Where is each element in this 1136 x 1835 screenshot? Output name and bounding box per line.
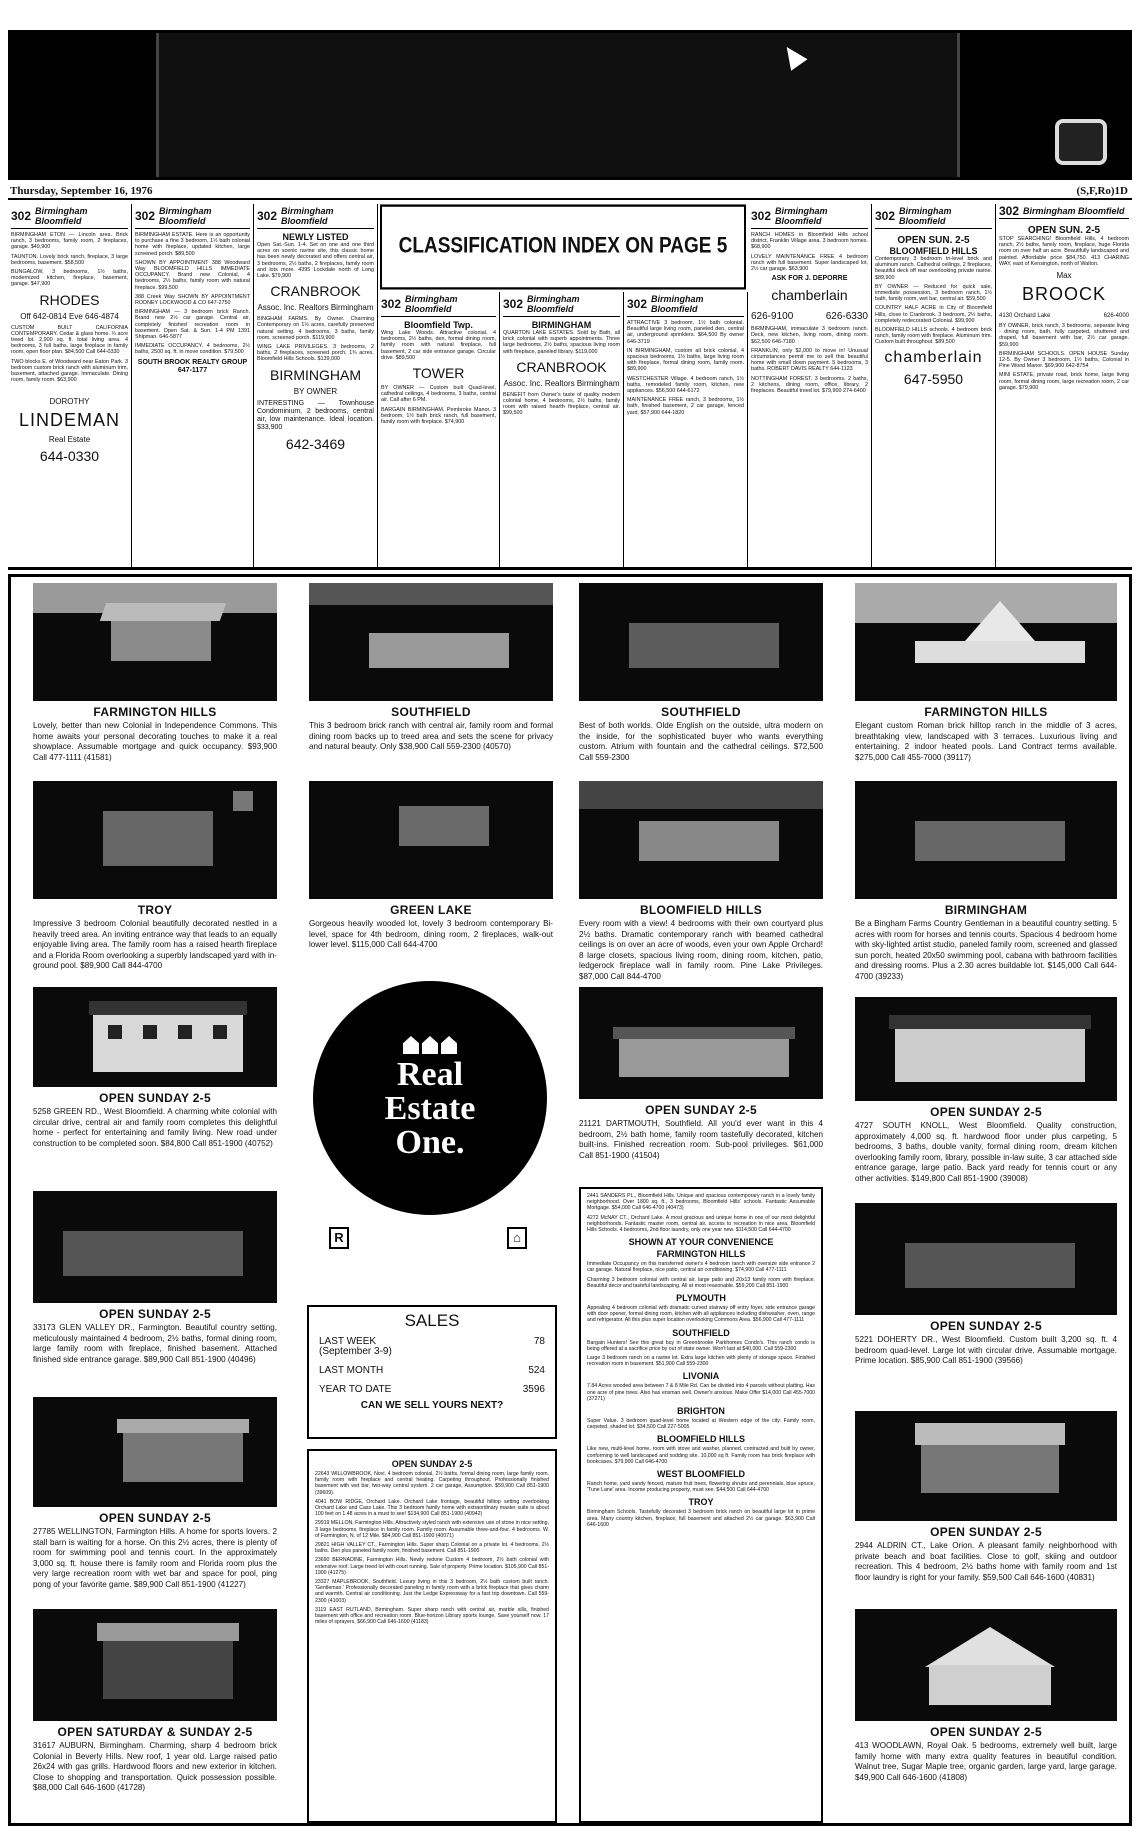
listing-card <box>33 1397 277 1597</box>
agent-name: CRANBROOK <box>270 283 361 300</box>
listing-title: BIRMINGHAM <box>944 903 1028 917</box>
classified-ad: BARGAIN BIRMINGHAM. Pembroke Manor. 3 bedroom, 1½ bath brick ranch, full basement, family room with fireplace. $74,900 <box>381 406 496 426</box>
box-heading: BRIGHTON <box>677 1406 725 1417</box>
sales-label: LAST MONTH <box>319 1365 384 1376</box>
listing-title: FARMINGTON HILLS <box>93 705 217 719</box>
agent-subtitle: Assoc. Inc. Realtors Birmingham <box>503 378 620 388</box>
speaker-icon <box>1055 119 1107 165</box>
listing-description: Every room with a view! 4 bedrooms with their own courtyard plus 2½ baths. Dramatic contemporary ranch with beamed cathedral ceilings is on over an acre of woods, even your own Apple Orchard! 8 large closets, spacious living room, dining room, kitchen, patio, ledgerock fireplace wall in family room. Pine Lake Privileges. $87,000 Call 844-4700 <box>579 919 823 981</box>
section-header: 302 Birmingham Bloomfield <box>381 294 496 317</box>
dateline-bar <box>8 184 1132 200</box>
classified-ad: LOVELY MAINTENANCE FREE 4 bedroom ranch with full basement. Super landscaped lot, 2½ car garage. $63,900 <box>751 253 868 273</box>
listing-card <box>33 583 277 762</box>
classified-ad: BIRMINGHAM, immaculate 3 bedroom ranch. Deck, new kitchen, living room, dining room. $62,500 646-7180 <box>751 326 868 345</box>
listing-card <box>855 781 1117 991</box>
listing-card <box>579 987 823 1177</box>
banner-right-panel <box>957 33 1129 177</box>
listing-description: 413 WOODLAWN, Royal Oak. 5 bedrooms, extremely well built, large family home with many extra quality features in beautiful condition. Walnut tree, Sugar Maple tree, organic garden, large yard, large garage. $49,900 Call 646-1600 (41808) <box>855 1741 1117 1782</box>
house-photo <box>33 781 277 899</box>
house-photo <box>855 1411 1117 1521</box>
classified-section <box>8 204 1132 570</box>
classified-ad: TWO blocks E. of Woodward near Eaton Park. 3 bedroom custom brick ranch with aluminum trim, basement, attached garage. Immaculate. Dining room, family room. $63,900 <box>11 358 128 384</box>
sales-row <box>319 1364 545 1377</box>
listing-description: Impressive 3 bedroom Colonial beautifully decorated nestled in a heavily treed area. An inviting entrance way that leads to an equally enjoyable living area. The family room has a raised hearth fireplace and a Florida Room overlooking a superbly landscaped yard with in-ground pool. $89,900 Call 844-4700 <box>33 919 277 971</box>
box-heading: SHOWN AT YOUR CONVENIENCE <box>628 1237 774 1248</box>
date-text: Thursday, September 16, 1976 <box>10 185 153 197</box>
section-header: 302 Birmingham Bloomfield <box>875 206 992 229</box>
house-photo <box>33 987 277 1087</box>
classified-ad: BY OWNER — Reduced for quick sale, immediate possession, 3 bedroom ranch, 1½ bath, family room, wet bar, central air. $59,500 <box>875 283 992 303</box>
section-header: 302 Birmingham Bloomfield <box>751 206 868 229</box>
listing-description: 27785 WELLINGTON, Farmington Hills. A home for sports lovers. 2 stall barn is waiting for a horse. On this 2½ acres, there is plenty of room for swimming pool and tennis court. In the approximately 3,000 sq. ft. house there is family room and Florida room plus the very large recreation room with wet bar and space for pool, ping pong of your favorite game. $89,900 Call 851-1900 (41227) <box>33 1527 277 1589</box>
house-photo <box>579 987 823 1099</box>
agent-phones <box>751 307 868 326</box>
classified-ad: RANCH HOMES in Bloomfield Hills school district, Franklin Village area. 3 bedroom homes. $68,900 <box>751 232 868 251</box>
listing-description: Be a Bingham Farms Country Gentleman in a beautiful country setting. 5 acres with room for horses and tennis courts. Spacious 4 bedroom home with sky-lighted artist studio, paneled family room, screened and glassed sun porch, heated 20x50 swimming pool, cabana with bathroom facilities and dressing rooms. Plus a 2.30 acres buildable lot. $145,000 Call 644-4700 (39233) <box>855 919 1117 981</box>
agent-name: CRANBROOK <box>516 358 607 375</box>
newly-listed-heading: NEWLY LISTED <box>282 232 349 242</box>
area-heading: BIRMINGHAM <box>531 320 592 330</box>
signer-name: BROOCK <box>1021 284 1106 305</box>
classified-ad: Open Sat.-Sun. 1-4. Set on one and one third acres on scenic ravine site, this classic home has been newly decorated and offers central air, 3 bedrooms, 2½ baths, 2 fireplaces, family room and lots more. 4395 Lockdale north of Long Lake. $79,900 <box>257 242 374 280</box>
listing-description: 31617 AUBURN, Birmingham. Charming, sharp 4 bedroom brick Colonial in Beverly Hills. New roof, 1 year old. Large raised patio 26x24 with gas grills. Hardwood floors and new exterior in kitchen. Close to shopping and transportation. Quick possession possible. $88,000 Call 646-1600 (41728) <box>33 1741 277 1793</box>
logo-text-line3: One. <box>395 1124 465 1161</box>
box-listing: 23690 BERNADINE, Farmington Hills. Newly redone Custom 4 bedroom, 2½ bath colonial with extensive roof. Large treed lot with court running. Sale of property. Prime location. $105,900 Call 851-1900 (41275) <box>315 1557 549 1576</box>
listing-title: BLOOMFIELD HILLS <box>639 903 763 917</box>
box-subheading: FARMINGTON HILLS <box>656 1249 746 1260</box>
agent-phone: 626-6330 <box>825 311 868 323</box>
box-listing: Immediate Occupancy on this transferred owner's 4 bedroom ranch with oversize side entrance 2 car garage. Natural fireplace, nice patio, central air conditioning. $74,900 Call 477-1111 <box>587 1261 815 1274</box>
sales-row-sub <box>319 1345 545 1358</box>
house-photo <box>855 781 1117 899</box>
classified-ad: ATTRACTIVE 3 bedroom, 1½ bath colonial. Beautiful large living room, paneled den, central air, underground sprinklers. $64,500 By owner 646-3719 <box>627 320 744 345</box>
agent-logo-name: chamberlain <box>771 287 848 304</box>
open-house-title: OPEN SUN. 2-5 <box>897 235 970 246</box>
section-header: 302 Birmingham Bloomfield <box>11 206 128 229</box>
classified-ad: TAUNTON. Lovely brick ranch, fireplace, 3 large bedrooms, basement. $58,500 <box>11 253 128 266</box>
by-owner-title: BIRMINGHAM <box>270 366 361 383</box>
logo-text-line1: Real <box>396 1056 464 1093</box>
box-listing: Ranch home, yard sandy fenced, mature fruit trees, flowering shrubs and perennials, blue spruce, 'Tune Lane' area. Income producing property, must see. $44,500 Call 644-4700 <box>587 1481 815 1494</box>
box-listing: Large 3 bedroom ranch on a ravine lot. Extra large kitchen with plenty of storage space. Finished recreation room in basement. $51,900 Call 559-2300 <box>587 1355 815 1368</box>
listing-card <box>579 583 823 773</box>
by-owner-phone: 642-3469 <box>285 435 346 452</box>
listing-card <box>579 781 823 981</box>
classified-column-7 <box>748 204 872 570</box>
right-listings-box <box>579 1187 823 1823</box>
sales-label: YEAR TO DATE <box>319 1384 392 1395</box>
classified-column-4 <box>378 292 500 570</box>
signer-phone: 644-0330 <box>39 448 100 465</box>
house-photo <box>579 583 823 701</box>
box-heading: OPEN SUNDAY 2-5 <box>391 1459 473 1469</box>
listing-title: OPEN SUNDAY 2-5 <box>99 1307 211 1321</box>
house-photo <box>855 997 1117 1101</box>
sales-sublabel: (September 3-9) <box>319 1346 392 1357</box>
equal-housing-icon: ⌂ <box>507 1227 527 1249</box>
classified-ad: BIRMINGHAM ETON — Lincoln area. Brick ranch, 3 bedrooms, family room, 2 fireplaces, garage. $49,900 <box>11 232 128 251</box>
box-listing: Charming 3 bedroom colonial with central air, large patio and 20x13 family room with fireplace. Beautiful decor and tasteful landscaping. All at most reasonable. $59,200 Call 851-1900 <box>587 1276 815 1289</box>
classified-column-6 <box>624 292 748 570</box>
listing-description: 2944 ALDRIN CT., Lake Orion. A pleasant family neighborhood with private beach and boat facilities. Close to golf, skiing and outdoor recreation. This 4 bedroom, 2½ baths home with family room and 1st floor laundry is right for your family. $59,500 Call 646-1600 (40831) <box>855 1541 1117 1582</box>
classified-ad: 388 Creek Way SHOWN BY APPOINTMENT RODNEY LOCKWOOD & CO 647-2750 <box>135 293 250 307</box>
listing-card <box>855 997 1117 1197</box>
classified-column-5 <box>500 292 624 570</box>
sales-title: SALES <box>404 1311 460 1330</box>
logo-houses-icon <box>403 1036 457 1054</box>
listing-description: Gorgeous heavily wooded lot, lovely 3 bedroom contemporary Bi-level, space for 4th bedroom, dining room, 2 fireplaces, walk-out lower level. $115,000 Call 644-4700 <box>309 919 553 950</box>
sales-row <box>319 1383 545 1396</box>
signer-address: 4130 Orchard Lake <box>999 313 1051 320</box>
classified-ad: BLOOMFIELD HILLS schools. 4 bedroom brick ranch, family room with fireplace. Aluminum trim. Custom built throughout. $89,500 <box>875 327 992 346</box>
box-listing: 2441 SANDERS PL., Bloomfield Hills. Unique and spacious contemporary ranch in a lovely family neighborhood. Over 1800 sq. ft., 3 bedrooms, Bloomfield Hills' schools. Fantastic Assumable Mortgage. $54,000 Call 646-4700 (40473) <box>587 1193 815 1212</box>
section-header: 302 Birmingham Bloomfield <box>503 294 620 317</box>
listing-title: OPEN SUNDAY 2-5 <box>930 1319 1042 1333</box>
sales-box <box>307 1305 557 1439</box>
real-estate-listings <box>8 574 1132 1826</box>
top-banner-image <box>8 30 1132 180</box>
ask-for-line: ASK FOR J. DEPORRE <box>771 275 848 283</box>
classified-ad: BIRMINGHAM — 3 bedroom brick Ranch. Brand new 2½ car garage. Central air, completely finished recreation room in basement. Open Sat. & Sun. 1-4 PM 1391 Shipman. 646-5877 <box>135 309 250 341</box>
sales-value: 524 <box>528 1365 545 1376</box>
listing-card <box>855 1411 1117 1603</box>
section-header: 302 Birmingham Bloomfield <box>627 294 744 317</box>
sales-value: 78 <box>533 1336 545 1347</box>
box-listing: 4272 McNAY CT., Orchard Lake. A most gracious and unique home in one of our most delightful neighborhoods. Fantastic master room, central air, access to recreation in nice area. Bloomfield Hills Schools. 4 bedrooms, 2nd floor laundry, only one year new. $114,500 Call 644-4700 <box>587 1214 815 1234</box>
signer-phone: 626-4000 <box>1103 313 1129 320</box>
box-listing: Appealing 4 bedroom colonial with dramatic curved stairway off entry foyer, side entrance garage with door opener, formal dining room, kitchen with all appliances including dishwasher, oven, range and refrigerator. All this plus super location overlooking Commons Area. $56,900 Call 477-1111 <box>587 1305 815 1324</box>
listing-description: Lovely, better than new Colonial in Independence Commons. This home awaits your personal decorating touches to make it a real showplace. Assumable mortgage and quick occupancy. $93,900 Call 477-1111 (41581) <box>33 721 277 762</box>
classified-ad: STOP SEARCHING! Bloomfield Hills, 4 bedroom ranch, 2½ baths, family room, fireplace, huge Florida room on over half an acre. Beautifully landscaped and painted. Affordable price $84,750. 413 CHARING WAY, east of Kensington, north of Walton. <box>999 236 1129 267</box>
classified-ad: CUSTOM BUILT CALIFORNIA CONTEMPORARY. Cedar & glass home. ¾ acre treed lot. 2,900 sq. ft. total living area. 4 bedrooms, 3 full baths, large fireplace in family room, open floor plan. $84,500 Call 644-0330 <box>11 324 128 356</box>
listing-title: OPEN SUNDAY 2-5 <box>930 1725 1042 1739</box>
box-heading: SOUTHFIELD <box>672 1327 730 1338</box>
listing-title: FARMINGTON HILLS <box>924 705 1048 719</box>
classified-ad: MAINTENANCE FREE ranch, 3 bedrooms, 1½ bath, finished basement, 2 car garage, fenced yard. $57,900 644-1820 <box>627 397 744 416</box>
house-photo <box>33 1609 277 1721</box>
listing-title: SOUTHFIELD <box>391 705 471 719</box>
listing-description: 4727 SOUTH KNOLL, West Bloomfield. Quality construction, approximately 4,000 sq. ft. hardwood floor under plus carpeting, 5 bedrooms, 3 baths, double vanity, formal dining room, dream kitchen overlooking family room, library, possible in-law suite, 3 car attached side entrance garage, large patio. Back yard ready for tennis court or any other activities. $149,800 Call 851-1900 (39008) <box>855 1121 1117 1183</box>
listing-card <box>855 1203 1117 1403</box>
realtor-icon: R <box>329 1227 349 1249</box>
signer-name: LINDEMAN <box>18 410 120 431</box>
agent-logo-name: chamberlain <box>884 348 983 366</box>
box-heading: TROY <box>688 1497 714 1508</box>
house-photo <box>855 1609 1117 1721</box>
listing-title: SOUTHFIELD <box>661 705 741 719</box>
sales-footer: CAN WE SELL YOURS NEXT? <box>360 1400 504 1411</box>
box-listing: 22643 WILLOWBROOK, Novi. 4 bedroom colonial, 2½ baths, formal dining room, large family room, family room with fireplace and central heating. Carpeting throughout. Professionally finished basement with wet bar, two-way central system. 2 car garage, Assumption. $59,900 Call 851-1900 (39609) <box>315 1471 549 1496</box>
listing-description: This 3 bedroom brick ranch with central air, family room and formal dining room backs up to treed area and sets the scene for privacy and natural beauty. Only $38,900 Call 559-2300 (40570) <box>309 721 553 752</box>
real-estate-one-logo <box>313 981 547 1215</box>
house-photo <box>855 1203 1117 1315</box>
box-listing: Birmingham Schools. Tastefully decorated 3 bedroom brick ranch on beautiful large lot in prime area. Many country kitchen, fireplace, full basement and attached 2½ car garage. $63,900 Call 646-1600 <box>587 1509 815 1528</box>
logo-text-line2: Estate <box>384 1090 476 1127</box>
classified-ad: WING LAKE PRIVILEGES. 3 bedrooms, 2 baths, 2 fireplaces, screened porch, 1¾ acres. Bloomfield Hills Schools. $139,000 <box>257 344 374 363</box>
listing-card <box>855 1609 1117 1823</box>
classified-ad: COUNTRY HALF ACRE in City of Bloomfield Hills, close to Cranbrook. 3 bedroom, 2½ baths, completely redecorated Colonial. $99,900 <box>875 305 992 324</box>
listing-title: OPEN SUNDAY 2-5 <box>930 1525 1042 1539</box>
box-listing: Bargain Hunters! See this great buy in Greenbrooke Parkhomes Condo's. This ranch condo is being offered at a sacrifice price by out of state owner. Won't last at $40,000. Call 559-2300 <box>587 1339 815 1352</box>
open-house-title: OPEN SUN. 2-5 <box>1027 225 1101 236</box>
banner-left-panel <box>11 33 159 177</box>
by-owner-subtitle: BY OWNER <box>293 386 338 396</box>
classified-ad: BIRMINGHAM ESTATE. Here is an opportunity to purchase a fine 3 bedroom, 1½ bath colonial home with fireplace, updated kitchen, large screened porch. $89,500 <box>135 232 250 257</box>
house-photo <box>579 781 823 899</box>
listing-title: OPEN SATURDAY & SUNDAY 2-5 <box>57 1725 253 1739</box>
classified-ad: BENEFIT from Owner's taste of quality modern colonial home, 4 bedrooms, 2½ baths, family room with raised hearth fireplace, central air. $99,500 <box>503 391 620 417</box>
box-listing: 23327 MAPLEBROOK, Southfield. Luxury living in this 3 bedroom, 2½ bath custom built ranch. 'Gentleman.' Professionally decorated paneling in family room with a brick fireplace that gives charm and warmth. Central air conditioning. Just the Ledge Expressway for a fast trip downtown. Call 559-2300 (41003) <box>315 1579 549 1604</box>
center-listings-box <box>307 1449 557 1823</box>
listing-description: 5221 DOHERTY DR., West Bloomfield. Custom built 3,200 sq. ft. 4 bedroom quad-level. Large lot with circular drive. Assumable mortgage. Prime location. $85,900 Call 851-1900 (39566) <box>855 1335 1117 1366</box>
listing-card <box>33 1191 277 1381</box>
box-listing: 7.84 Acres wooded area between 7 & 8 Mile Rd. Can be divided into 4 parcels without platting. Has one acre of pine trees. Also has ensman well. Owner's anxious. Make Offer $14,000 Call 455-7000 (37271) <box>587 1383 815 1402</box>
listing-card <box>309 781 553 950</box>
section-header: 302 Birmingham Bloomfield <box>999 206 1129 219</box>
sales-label: LAST WEEK <box>319 1336 377 1347</box>
signer-first-name: Max <box>1056 271 1072 281</box>
classified-ad: Wing Lake Woods. Attractive colonial, 4 bedrooms, 2½ baths, den, formal dining room, family room with natural fireplace, full basement, 2 car side entrance garage. Circular drive. $89,500 <box>381 330 496 361</box>
box-heading: PLYMOUTH <box>676 1293 726 1304</box>
listing-title: OPEN SUNDAY 2-5 <box>645 1103 757 1117</box>
classified-ad: IMMEDIATE OCCUPANCY. 4 bedrooms, 2½ baths, 2500 sq. ft. in move condition. $79,500 <box>135 343 250 356</box>
classified-ad: BUNGALOW, 3 bedrooms, 1½ baths, modernized kitchen, fireplace, basement, garage. $47,900 <box>11 269 128 288</box>
edition-code: (S,F,Ro)1D <box>1076 185 1128 197</box>
classified-column-9 <box>996 204 1132 570</box>
house-photo <box>33 1191 277 1303</box>
sales-value: 3596 <box>522 1384 545 1395</box>
listing-title: GREEN LAKE <box>390 903 472 917</box>
classified-column-8 <box>872 204 996 570</box>
classified-ad: NOTTINGHAM FOREST. 3 bedrooms, 2 baths, 2 kitchens, dining room, office, library, 2 fireplaces. Beautiful treed lot. $79,900 274-6400 <box>751 375 868 395</box>
listing-description: 33173 GLEN VALLEY DR., Farmington. Beautiful country setting, meticulously maintained 4 bedroom, 2½ baths, formal dining room, large family room with fireplace, finished basement. Attached finished side entrance garage. $89,900 Call 851-1900 (40496) <box>33 1323 277 1364</box>
signer-subtitle: Real Estate <box>48 435 91 445</box>
classified-column-3 <box>254 204 378 570</box>
classified-ad: QUARTON LAKE ESTATES. Sold by Bath, all brick colonial with superb appointments. Three large bedrooms, 2½ baths, spacious living room with fireplace, paneled library. $119,000 <box>503 330 620 355</box>
agent-name: TOWER <box>412 365 465 382</box>
classification-index-banner: CLASSIFICATION INDEX ON PAGE 5 <box>380 204 746 289</box>
listing-title: TROY <box>137 903 173 917</box>
signer-contact <box>999 309 1129 323</box>
listing-title: OPEN SUNDAY 2-5 <box>930 1105 1042 1119</box>
listing-title: OPEN SUNDAY 2-5 <box>99 1091 211 1105</box>
agent-phone: 626-9100 <box>751 311 794 323</box>
house-photo <box>855 583 1117 701</box>
box-listing: 3119 EAST RUTLAND, Birmingham. Super sharp ranch with central air, marble sills, finished basement with office and recreation room. Blue-horizon Library sports lounge. Save yourself now. 17 miles of sprayers, $66,900 Call 646-1600 (41183) <box>315 1606 549 1626</box>
classified-ad: BY OWNER, brick ranch, 3 bedrooms, separate living - dining room, bath, fully carpeted, shuttered and draped, full basement with bar, 2½ car garage. $59,900 <box>999 323 1129 348</box>
classified-ad: Contemporary 3 bedroom tri-level brick and aluminum ranch. Cathedral ceilings, 2 fireplaces, beautiful deck off rear overlooking private ravine. $89,900 <box>875 256 992 281</box>
box-listing: Like new, multi-level home, room with stove and washer, planned, contracted and built by owner, conforming to well landscaped and sodding site. 10,000 sq ft. Family room has brick fireplace with bookcases. $79,900 Call 646-4700 <box>587 1446 815 1465</box>
classified-ad: SHOWN BY APPOINTMENT 388 Woodward Way BLOOMFIELD HILLS IMMEDIATE OCCUPANCY. Brand new Colonial, 4 bedrooms, 2½ baths, family room with natural fireplace. $99,500 <box>135 259 250 291</box>
classified-ad: INTERESTING — Townhouse Condominium, 2 bedrooms, central air, low maintenance. Ideal location. $33,900 <box>257 399 374 431</box>
classified-ad: FRANKLIN, only $2,000 to move in! Unusual circumstances permit me to sell this beautiful home with small down payment. 5 bedrooms, 3 baths. ROBERT DAVIS REALTY 644-1123 <box>751 347 868 373</box>
listing-card <box>33 781 277 971</box>
listing-card <box>33 1609 277 1823</box>
listing-card <box>33 987 277 1177</box>
pointer-mark-icon <box>778 41 807 70</box>
agent-subtitle: Assoc. Inc. Realtors Birmingham <box>257 303 374 313</box>
agency-name: SOUTH BROOK REALTY GROUP 647-1177 <box>137 358 248 374</box>
classified-ad: BY OWNER — Custom built Quad-level, cathedral ceilings, 4 bedrooms, 3 baths, central air. Call after 6 PM. <box>381 385 496 404</box>
listing-title: OPEN SUNDAY 2-5 <box>99 1511 211 1525</box>
agent-phone: 647-5950 <box>903 370 964 387</box>
open-house-area: BLOOMFIELD HILLS <box>889 246 978 256</box>
classified-ad: BIRMINGHAM SCHOOLS. OPEN HOUSE Sunday 12-5. By Owner 3 bedroom, 1½ baths, Colonial in Pine Wood Manor. $69,900 642-8754 <box>999 350 1129 370</box>
listing-card <box>855 583 1117 773</box>
house-photo <box>309 781 553 899</box>
classified-column-1 <box>8 204 132 570</box>
classified-ad: BINGHAM FARMS. By Owner. Charming Contemporary on 1½ acres, carefully preserved natural setting. 4 bedrooms, 3 baths, family room, screened porch. $119,900 <box>257 316 374 341</box>
classified-column-2 <box>132 204 254 570</box>
classified-ad: WESTCHESTER Village. 4 bedroom ranch, 1½ baths, remodeled family room, kitchen, new appliances. $56,500 644-6172 <box>627 375 744 395</box>
agent-name: RHODES <box>39 291 100 308</box>
box-listing: 4041 BOW RIDGE, Orchard Lake. Orchard Lake frontage, beautiful hilltop setting overlooking Orchard Lake and Cass Lake. This 3 bedroom family home with extraordinary master suite is about 100 feet on 1.48 acres in a must to see! $134,900 Call 851-1900 (40942) <box>315 1498 549 1518</box>
box-heading: BLOOMFIELD HILLS <box>657 1434 745 1445</box>
section-header: 302 Birmingham Bloomfield <box>135 206 250 229</box>
classified-ad: MINI ESTATE, private road, brick home, large living room, formal dining room, large recreation room, 2 car garage. $79,900 <box>999 372 1129 391</box>
house-photo <box>33 1397 277 1507</box>
section-header: 302 Birmingham Bloomfield <box>257 206 374 229</box>
signer-first-name: DOROTHY <box>49 397 90 407</box>
listing-description: Elegant custom Roman brick hilltop ranch in the middle of 3 acres, breathtaking view, landscaped with 3 terraces. Luxurious living and entertaining. 2 indoor heated pools. Land Contract terms available. $275,000 Call 455-7000 (39117) <box>855 721 1117 762</box>
listing-description: 5258 GREEN RD., West Bloomfield. A charming white colonial with circular drive, central air and family room completes this delightful home - perfect for entertaining and family living. New road under construction to be completed soon. $84,800 Call 851-1900 (40752) <box>33 1107 277 1148</box>
box-heading: LIVONIA <box>682 1371 720 1382</box>
listing-card <box>309 583 553 773</box>
classified-ad: IN BIRMINGHAM, custom all brick colonial, 4 spacious bedrooms, 1½ baths, large living room with fireplace, formal dining room, family room. $89,900 <box>627 347 744 373</box>
area-heading: Bloomfield Twp. <box>404 320 473 330</box>
box-listing: 29919 MELLON, Farmington Hills. Attractively styled ranch with extensive use of stone in nice setting, 3 large bedrooms, fireplace in family room. Family room. Assumable three-and-four. 4 bedrooms. W. of Farmington, N. of 12 Mile. $84,900 Call 851-1900 (40071) <box>315 1520 549 1539</box>
agent-phones: Off 642-0814 Eve 646-4874 <box>20 311 119 321</box>
house-photo <box>33 583 277 701</box>
box-listing: 29821 HIGH VALLEY CT., Farmington Hills. Super sharp Colonial on a private lot. 4 bedrooms, 2½ baths. Den plus paneled family room, finished basement. Call 851-1900 <box>315 1542 549 1555</box>
listing-description: Best of both worlds. Olde English on the outside, ultra modern on the inside, for the sophisticated buyer who wants everything custom. Atrium with fountain and the cathedral ceilings. $72,500 Call 559-2300 <box>579 721 823 762</box>
listing-description: 21121 DARTMOUTH, Southfield. All you'd ever want in this 4 bedroom, 2½ bath home, family room tastefully decorated, kitchen built-ins. Finished recreation room. Sub-pool privileges. $61,000 Call 851-1900 (41504) <box>579 1119 823 1160</box>
box-heading: WEST BLOOMFIELD <box>657 1469 745 1480</box>
house-photo <box>309 583 553 701</box>
box-listing: Super Value. 3 bedroom quad-level home located at Western edge of the city. Family room, carpeted, shaded lot. $34,500 Call 227-5005 <box>587 1418 815 1431</box>
